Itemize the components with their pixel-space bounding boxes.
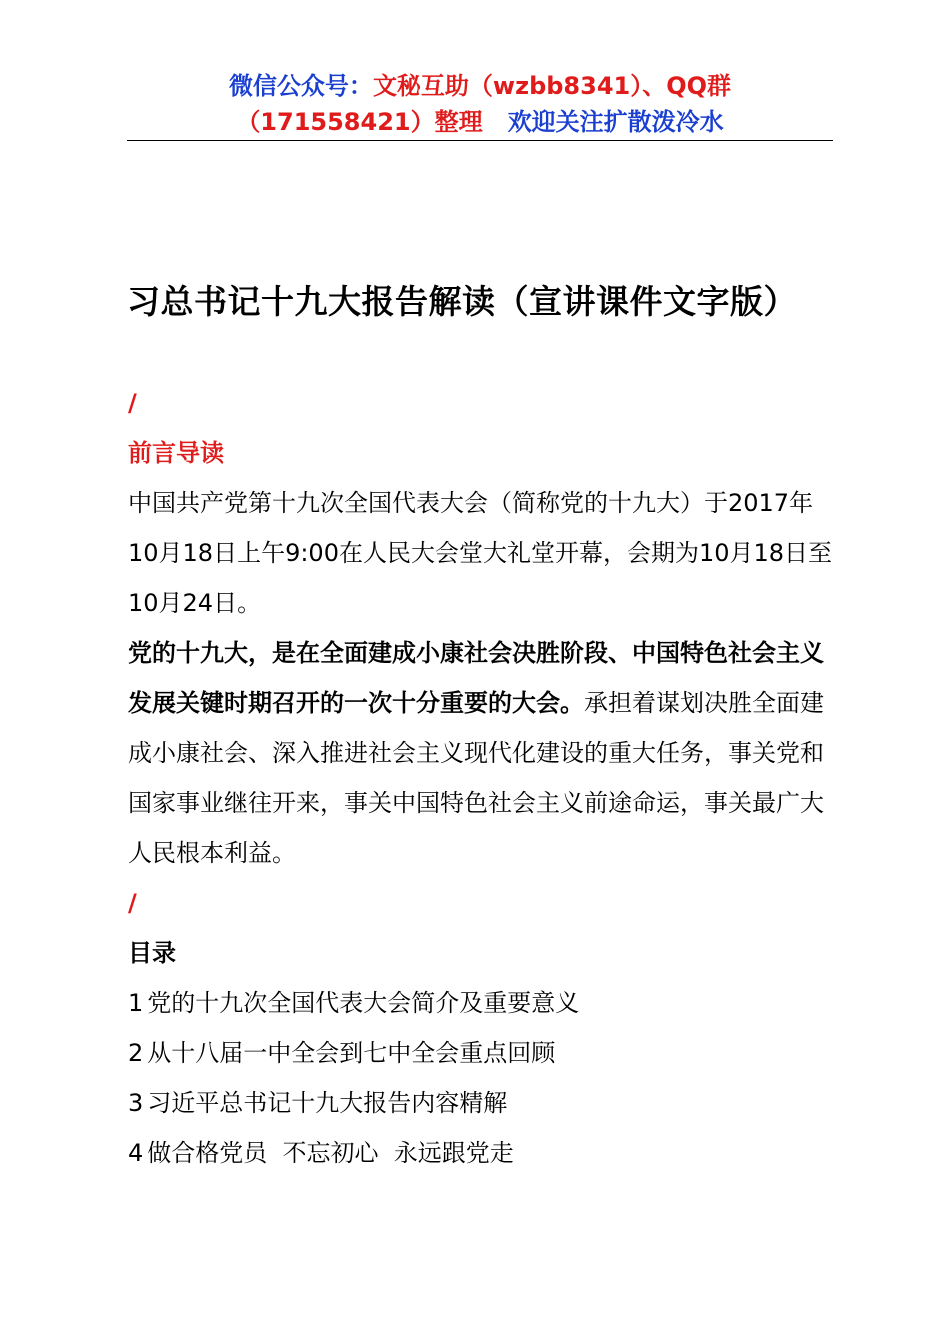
- toc-item: [128, 1128, 834, 1178]
- separator-slash-2: /: [128, 889, 137, 917]
- toc-item-number: 4: [128, 1139, 144, 1167]
- toc-item: [128, 978, 834, 1028]
- toc-item: [128, 1028, 834, 1078]
- toc-item-text: 习近平总书记十九大报告内容精解: [147, 1089, 508, 1117]
- toc-item-text: 党的十九次全国代表大会简介及重要意义: [147, 989, 580, 1017]
- header-line-2: [127, 104, 833, 140]
- document-body: [128, 378, 834, 1178]
- toc-item-number: 2: [128, 1039, 144, 1067]
- toc-item-text: 从十八届一中全会到七中全会重点回顾: [147, 1039, 556, 1067]
- header-wechat-account: 文秘互助（wzbb8341）、QQ群: [372, 72, 732, 100]
- toc-heading: 目录: [128, 939, 176, 967]
- intro-heading: 前言导读: [128, 439, 224, 467]
- intro-paragraph-2: [128, 628, 834, 878]
- toc-item-number: 3: [128, 1089, 144, 1117]
- toc-item: [128, 1078, 834, 1128]
- header-wechat-label: 微信公众号：: [228, 72, 373, 100]
- header-line-1: [127, 68, 833, 104]
- intro-paragraph-2-bold: 党的十九大，是在全面建成小康社会决胜阶段、中国特色社会主义发展关键时期召开的一次十分重要的大会。: [128, 639, 824, 717]
- intro-paragraph-1: 中国共产党第十九次全国代表大会（简称党的十九大）于2017年10月18日上午9:00在人民大会堂大礼堂开幕，会期为10月18日至10月24日。: [128, 489, 833, 617]
- document-header: [127, 68, 833, 141]
- toc-item-number: 1: [128, 989, 144, 1017]
- header-welcome-text: 欢迎关注扩散泼冷水: [507, 108, 724, 136]
- toc-item-text: 做合格党员 不忘初心 永远跟党走: [147, 1139, 514, 1167]
- header-qq-group: （171558421）整理: [236, 108, 483, 136]
- document-title: 习总书记十九大报告解读（宣讲课件文字版）: [127, 282, 797, 321]
- intro-paragraph-2-rest: 承担着谋划决胜全面建成小康社会、深入推进社会主义现代化建设的重大任务，事关党和国家事业继往开来，事关中国特色社会主义前途命运，事关最广大人民根本利益。: [128, 689, 824, 867]
- separator-slash: /: [128, 389, 137, 417]
